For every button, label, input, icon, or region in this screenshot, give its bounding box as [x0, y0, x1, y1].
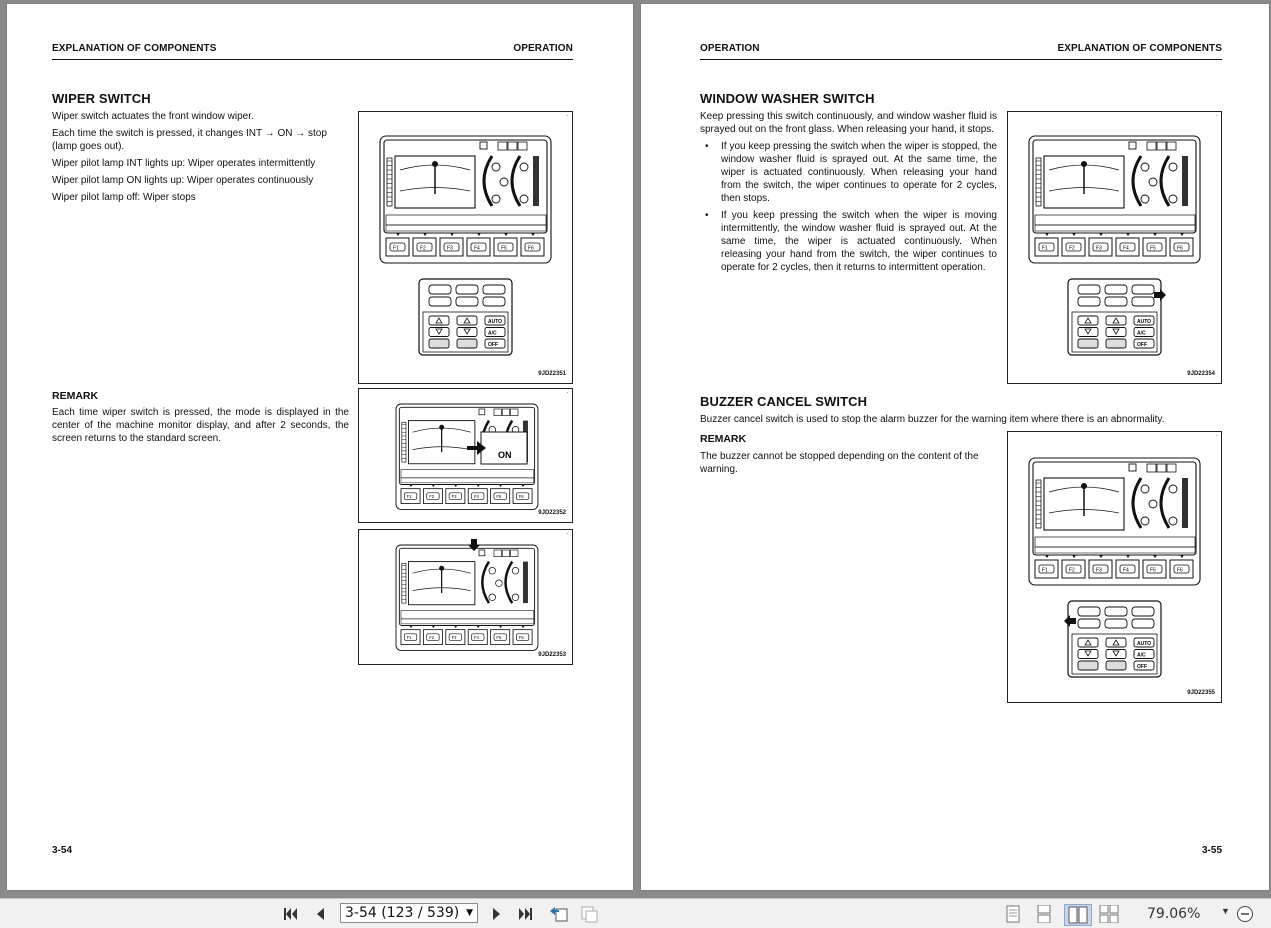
figure-code: 9JD22355 [1187, 690, 1215, 696]
fkey-button [446, 489, 465, 504]
aircon-button [1078, 316, 1098, 325]
fkey-label: F4 [1123, 245, 1129, 252]
section-title: WIPER SWITCH [52, 91, 151, 106]
fkey-arrow [1153, 555, 1157, 558]
viewer-toolbar [0, 898, 1271, 928]
aircon-key-label: AUTO [1137, 641, 1152, 647]
indicator-icon [489, 567, 496, 574]
continuous-facing-icon[interactable] [1098, 904, 1120, 924]
section-title: WINDOW WASHER SWITCH [700, 91, 875, 106]
temp-gauge [533, 156, 539, 206]
operator-head [1081, 161, 1087, 167]
aircon-key-label: AUTO [1137, 319, 1152, 325]
fkey-label: F4 [474, 245, 480, 252]
fkey-label: F5 [1150, 245, 1156, 252]
status-icon [511, 550, 518, 557]
gauge-arc [482, 562, 489, 604]
fkey-button [513, 630, 532, 645]
page-field-value: 3-54 (123 / 539) [345, 905, 460, 921]
fkey-button [1170, 560, 1193, 578]
aircon-key-label: A/C [1137, 330, 1146, 337]
hint-bar [1035, 547, 1195, 553]
section-title-2: BUZZER CANCEL SWITCH [700, 394, 868, 409]
status-bar [386, 215, 546, 225]
fkey-label: F2 [429, 494, 435, 500]
keypad-button [1132, 607, 1154, 616]
wiper-lamp-icon [479, 550, 485, 556]
fkey-button [468, 630, 487, 645]
aircon-key [1078, 661, 1098, 670]
aircon-button [457, 328, 477, 337]
running-header [52, 41, 573, 60]
list-item: • If you keep pressing the switch when the wiper is stopped, the window washer fluid is sprayed out. At the same time, the wiper is actuated continuously. When releasing your hand from the switch, the wiper continues to operate for 2 cycles, then stops. [700, 140, 997, 205]
aircon-button [429, 339, 449, 348]
fkey-arrow [454, 485, 457, 487]
aircon-button [1078, 339, 1098, 348]
fkey-button [1089, 238, 1112, 256]
fkey-button [423, 489, 442, 504]
fkey-label: F3 [1096, 567, 1102, 574]
fkey-arrow [531, 233, 535, 236]
fkey-button [1116, 560, 1139, 578]
fkey-button [1116, 238, 1139, 256]
indicator-icon [512, 594, 519, 601]
fkey-button [423, 630, 442, 645]
keypad-button [1078, 607, 1100, 616]
fkey-button [1143, 238, 1166, 256]
aircon-key-label: OFF [488, 342, 498, 348]
keypad-button [1105, 607, 1127, 616]
monitor-screen [1033, 140, 1196, 233]
gauge-arc [1161, 478, 1169, 528]
fkey-button [491, 630, 510, 645]
fkey-button [467, 238, 490, 256]
figure-monitor-wiper-on: . F1 F2 F3 F4 F5 F6 ON 9JD22352 [358, 388, 573, 523]
figure-code: 9JD22352 [538, 510, 566, 516]
figure-monitor-keypad-buzzer: . F1 F2 F3 F4 F5 F6 AUTO A/C OFF 9JD22355 [1007, 431, 1222, 703]
aircon-button [1106, 661, 1126, 670]
monitor-illustration-standard [359, 530, 572, 664]
wiper-lamp-icon [480, 142, 487, 149]
fkey-arrow [450, 233, 454, 236]
aircon-key-label: AUTO [488, 319, 503, 325]
fkey-arrow [1045, 555, 1049, 558]
fkey-button [1035, 238, 1058, 256]
aircon-button [1078, 328, 1098, 337]
status-icon [1157, 464, 1166, 472]
fkey-label: F5 [496, 494, 502, 500]
fkey-arrow [1153, 233, 1157, 236]
operator-head [439, 566, 444, 571]
fkey-arrow [454, 626, 457, 628]
prev-page-icon[interactable] [309, 904, 331, 924]
indicator-icon [1169, 163, 1177, 171]
keypad-illustration [419, 279, 512, 355]
fkey-button [1170, 238, 1193, 256]
monitor-illustration [396, 545, 538, 650]
fkey-label: F3 [447, 245, 453, 252]
aircon-button [1078, 661, 1098, 670]
aircon-button [1134, 316, 1154, 325]
gauge-arc [1133, 478, 1141, 528]
fkey-arrow [409, 626, 412, 628]
page-left [7, 4, 633, 890]
paragraph: Wiper pilot lamp off: Wiper stops [52, 192, 196, 203]
aircon-button [1134, 339, 1154, 348]
fkey-label: F1 [393, 245, 399, 252]
aircon-key [1106, 661, 1126, 670]
remark-text: The buzzer cannot be stopped depending on the content of the warning. [700, 451, 979, 475]
gauge-arc [484, 156, 492, 206]
monitor-keypad-illustration [359, 112, 572, 383]
fkey-label: F3 [451, 635, 457, 641]
aircon-button [429, 316, 449, 325]
chevron-down-icon[interactable]: ▼ [466, 908, 473, 918]
fkey-label: F6 [518, 494, 524, 500]
buzzer-text: Buzzer cancel switch is used to stop the alarm buzzer for the warning item where there is an abnormality. [700, 414, 1165, 425]
aircon-button [1106, 638, 1126, 647]
status-icon [1167, 464, 1176, 472]
fkey-arrow [1126, 555, 1130, 558]
indicator-icon [1149, 500, 1157, 508]
aircon-button [457, 316, 477, 325]
monitor-screen [384, 140, 547, 233]
keypad-button [429, 297, 451, 306]
fkey-button [1035, 560, 1058, 578]
keypad-button [1078, 297, 1100, 306]
paragraph: Wiper pilot lamp ON lights up: Wiper operates continuously [52, 175, 314, 186]
keypad-button [1105, 619, 1127, 628]
fkey-button [513, 489, 532, 504]
aircon-key-label: A/C [1137, 652, 1146, 659]
status-icon [494, 550, 501, 557]
fkey-arrow [1126, 233, 1130, 236]
page-number: 3-54 [52, 845, 73, 856]
fkey-label: F2 [420, 245, 426, 252]
figure-code: 9JD22353 [538, 652, 566, 658]
fkey-button [1062, 238, 1085, 256]
fkey-label: F5 [1150, 567, 1156, 574]
paragraph: Wiper switch actuates the front window wiper. [52, 111, 254, 122]
hint-bar [386, 225, 546, 231]
zoom-level[interactable]: 79.06% [1147, 906, 1201, 922]
wiper-lamp-icon [1129, 464, 1136, 471]
figure-monitor-keypad: . F1 F2 F3 F4 F5 F6 AUTO A/C OFF 9JD22351 [358, 111, 573, 384]
aircon-button [1106, 650, 1126, 659]
keypad-illustration [1068, 601, 1161, 677]
status-bar [1035, 215, 1195, 225]
fkey-button [401, 630, 420, 645]
fkey-label: F1 [1042, 245, 1048, 252]
pointer-arrow-icon [468, 539, 480, 551]
fkey-button [494, 238, 517, 256]
keypad-button [1078, 619, 1100, 628]
fkey-label: F6 [528, 245, 534, 252]
fkey-arrow [432, 626, 435, 628]
fkey-arrow [396, 233, 400, 236]
indicator-icon [1141, 163, 1149, 171]
page-number: 3-55 [1201, 845, 1222, 856]
prev-view-icon[interactable] [548, 904, 570, 924]
status-icon [518, 142, 527, 150]
status-icon [1157, 142, 1166, 150]
figure-monitor-standard: . F1 F2 F3 F4 F5 F6 9JD22353 [358, 529, 573, 665]
page-number-input[interactable] [340, 903, 478, 923]
fkey-arrow [499, 485, 502, 487]
status-icon [1167, 142, 1176, 150]
keypad-button [1105, 297, 1127, 306]
page-right [641, 4, 1269, 890]
aircon-button [1078, 638, 1098, 647]
operator-head [439, 425, 444, 430]
fkey-arrow [477, 233, 481, 236]
aircon-button [1134, 328, 1154, 337]
keypad-button [456, 297, 478, 306]
indicator-icon [1141, 517, 1149, 525]
aircon-key [1106, 339, 1126, 348]
indicator-icon [496, 580, 503, 587]
aircon-key-label: A/C [488, 330, 497, 337]
aircon-button [485, 339, 505, 348]
keypad-button [1132, 285, 1154, 294]
remark-title: REMARK [700, 433, 747, 445]
hint-bar [401, 619, 534, 624]
fkey-label: F4 [1123, 567, 1129, 574]
temp-gauge [1182, 156, 1188, 206]
fkey-label: F6 [1177, 245, 1183, 252]
indicator-icon [520, 195, 528, 203]
indicator-icon [512, 567, 519, 574]
section-body [700, 110, 997, 278]
fkey-button [521, 238, 544, 256]
fkey-label: F4 [474, 494, 479, 500]
aircon-button [1134, 650, 1154, 659]
wiper-lamp-icon [479, 409, 485, 415]
remark-text: Each time wiper switch is pressed, the mode is displayed in the center of the machine monitor display, and after 2 seconds, the screen returns to the standard screen. [52, 407, 349, 444]
fkey-label: F1 [406, 635, 412, 641]
fkey-label: F6 [1177, 567, 1183, 574]
section-body [52, 110, 350, 208]
aircon-key [429, 339, 449, 348]
fkey-label: F4 [474, 635, 479, 641]
indicator-icon [1141, 195, 1149, 203]
monitor-illustration-on [359, 389, 572, 522]
aircon-key-label: OFF [1137, 664, 1147, 670]
fkey-arrow [1180, 233, 1184, 236]
aircon-key [1078, 339, 1098, 348]
temp-gauge [1182, 478, 1188, 528]
fuel-gauge [1036, 158, 1041, 206]
keypad-button [1132, 619, 1154, 628]
status-bar [401, 470, 534, 478]
status-icon [508, 142, 517, 150]
fkey-button [386, 238, 409, 256]
status-icon [1147, 142, 1156, 150]
indicator-icon [1169, 485, 1177, 493]
monitor-keypad-illustration [1008, 112, 1221, 383]
monitor-screen [1033, 462, 1196, 555]
fkey-arrow [423, 233, 427, 236]
status-bar [1035, 537, 1195, 547]
status-icon [502, 409, 509, 416]
temp-gauge [523, 562, 528, 604]
keypad-button [483, 297, 505, 306]
aircon-key-label: OFF [1137, 342, 1147, 348]
fkey-arrow [1072, 233, 1076, 236]
fkey-button [401, 489, 420, 504]
fkey-arrow [1099, 555, 1103, 558]
facing-icon[interactable] [1064, 904, 1092, 926]
fkey-button [1062, 560, 1085, 578]
status-icon [494, 409, 501, 416]
fkey-arrow [432, 485, 435, 487]
fkey-arrow [1180, 555, 1184, 558]
keypad-button [1078, 285, 1100, 294]
monitor-illustration [380, 136, 551, 263]
fkey-button [1143, 560, 1166, 578]
aircon-button [1106, 328, 1126, 337]
fkey-arrow [477, 626, 480, 628]
fkey-button [413, 238, 436, 256]
fkey-label: F5 [501, 245, 507, 252]
status-icon [498, 142, 507, 150]
gauge-arc [512, 156, 520, 206]
keypad-illustration [1068, 279, 1161, 355]
fuel-gauge [387, 158, 392, 206]
fkey-arrow [1072, 555, 1076, 558]
fkey-arrow [409, 485, 412, 487]
fkey-label: F2 [429, 635, 435, 641]
bullet-list [700, 140, 997, 274]
fkey-button [491, 489, 510, 504]
fkey-label: F1 [406, 494, 412, 500]
aircon-button [1134, 638, 1154, 647]
fkey-arrow [477, 485, 480, 487]
paragraph: Keep pressing this switch continuously, and window washer fluid is sprayed out on the front glass. When releasing your hand, it stops. [700, 111, 997, 135]
first-page-icon[interactable] [279, 904, 301, 924]
hint-bar [401, 478, 534, 483]
zoom-out-icon[interactable] [1234, 904, 1256, 924]
fkey-label: F2 [1069, 567, 1075, 574]
indicator-icon [1141, 485, 1149, 493]
fkey-button [440, 238, 463, 256]
wiper-lamp-icon [1129, 142, 1136, 149]
aircon-button [1134, 661, 1154, 670]
paragraph: Wiper pilot lamp INT lights up: Wiper operates intermittently [52, 158, 316, 169]
monitor-illustration [1029, 136, 1200, 263]
monitor-keypad-illustration [1008, 432, 1221, 702]
fkey-label: F3 [1096, 245, 1102, 252]
aircon-button [1106, 316, 1126, 325]
keypad-button [1132, 297, 1154, 306]
figure-code: 9JD22351 [538, 371, 566, 377]
status-bar [401, 611, 534, 619]
header-right: EXPLANATION OF COMPONENTS [1057, 43, 1222, 54]
keypad-button [429, 285, 451, 294]
gauge-arc [1133, 156, 1141, 206]
fkey-arrow [1099, 233, 1103, 236]
running-header [700, 41, 1222, 60]
header-left: OPERATION [700, 43, 760, 54]
operator-head [1081, 483, 1087, 489]
fkey-arrow [521, 626, 524, 628]
indicator-icon [489, 594, 496, 601]
single-page-icon[interactable] [1002, 904, 1024, 924]
monitor-illustration [1029, 458, 1200, 585]
fkey-label: F2 [1069, 245, 1075, 252]
fkey-label: F6 [518, 635, 524, 641]
indicator-icon [520, 163, 528, 171]
fkey-arrow [1045, 233, 1049, 236]
gauge-arc [506, 562, 513, 604]
figure-monitor-keypad: . F1 F2 F3 F4 F5 F6 AUTO A/C OFF 9JD22354 [1007, 111, 1222, 384]
list-item: • If you keep pressing the switch when the wiper is moving intermittently, the window washer fluid is sprayed out. At the same time, the wiper is actuated continuously. When releasing your hand from the switch, the wiper continues to operate for 2 cycles, then it returns to intermittent operation. [700, 209, 997, 274]
monitor-screen [399, 548, 534, 625]
mode-on-label: ON [498, 450, 512, 460]
fkey-label: F3 [451, 494, 457, 500]
keypad-button [1105, 285, 1127, 294]
fkey-arrow [499, 626, 502, 628]
last-page-icon[interactable] [515, 904, 537, 924]
keypad-button [483, 285, 505, 294]
zoom-dropdown-icon[interactable]: ▼ [1221, 906, 1230, 916]
indicator-icon [492, 163, 500, 171]
fkey-button [446, 630, 465, 645]
operator-head [432, 161, 438, 167]
paragraph: Each time the switch is pressed, it changes INT → ON → stop (lamp goes out). [52, 128, 327, 152]
fkey-label: F5 [496, 635, 502, 641]
indicator-icon [1149, 178, 1157, 186]
remark-title: REMARK [52, 390, 99, 402]
aircon-button [1106, 339, 1126, 348]
fkey-button [468, 489, 487, 504]
indicator-icon [1169, 517, 1177, 525]
indicator-icon [492, 195, 500, 203]
status-icon [511, 409, 518, 416]
gauge-arc [1161, 156, 1169, 206]
aircon-key [457, 339, 477, 348]
status-icon [502, 550, 509, 557]
fkey-arrow [504, 233, 508, 236]
figure-code: 9JD22354 [1187, 371, 1215, 377]
aircon-button [485, 328, 505, 337]
next-page-icon[interactable] [486, 904, 508, 924]
aircon-button [457, 339, 477, 348]
fkey-button [1089, 560, 1112, 578]
indicator-icon [500, 178, 508, 186]
aircon-button [485, 316, 505, 325]
header-right: OPERATION [513, 43, 573, 54]
header-left: EXPLANATION OF COMPONENTS [52, 43, 217, 54]
aircon-button [429, 328, 449, 337]
status-icon [1147, 464, 1156, 472]
fkey-label: F1 [1042, 567, 1048, 574]
aircon-button [1078, 650, 1098, 659]
hint-bar [1035, 225, 1195, 231]
indicator-icon [1169, 195, 1177, 203]
next-view-icon[interactable] [579, 904, 601, 924]
fkey-arrow [521, 485, 524, 487]
keypad-button [456, 285, 478, 294]
continuous-icon[interactable] [1033, 904, 1055, 924]
